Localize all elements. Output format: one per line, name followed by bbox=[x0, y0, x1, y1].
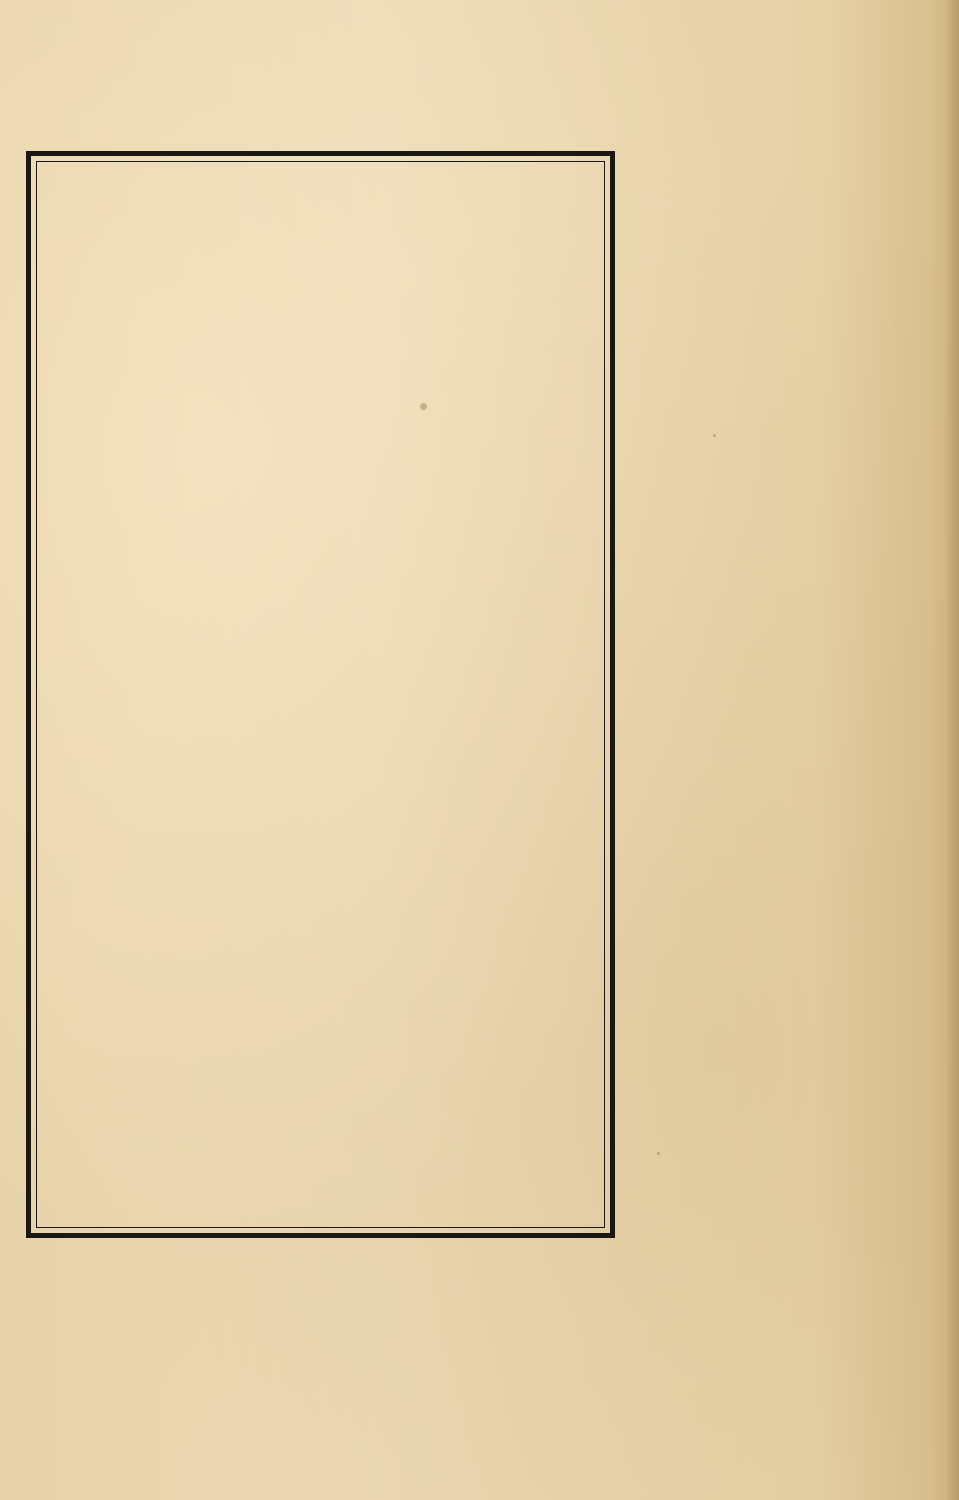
text-frame bbox=[26, 151, 615, 1238]
page-edge-shadow bbox=[945, 0, 959, 1500]
text-frame-inner-rule bbox=[36, 161, 605, 1228]
paper-foxing-spot bbox=[420, 403, 427, 410]
paper-foxing-spot bbox=[657, 1152, 660, 1155]
paper-foxing-spot bbox=[713, 434, 716, 437]
